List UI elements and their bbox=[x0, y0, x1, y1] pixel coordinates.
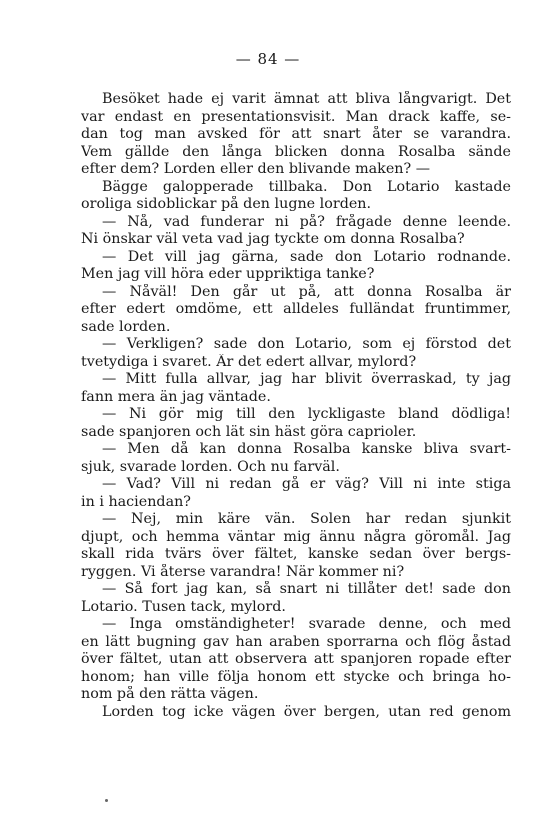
text-line: fann mera än jag väntade. bbox=[81, 388, 271, 405]
text-line: Ni önskar väl veta vad jag tyckte om donna Rosalba? bbox=[81, 231, 465, 247]
text-line: Vem gällde den långa blicken donna Rosalba sände bbox=[81, 143, 511, 160]
text-line: efter dem? Lorden eller den blivande maken? — bbox=[81, 161, 431, 177]
text-line: dan tog man avsked för att snart åter se varandra. bbox=[81, 126, 511, 142]
text-line: Besöket hade ej varit ämnat att bliva långvarigt. Det bbox=[102, 91, 511, 107]
page-number: — 84 — bbox=[235, 50, 301, 68]
text-line: sade lorden. bbox=[81, 318, 171, 335]
text-line: honom; han ville följa honom ett stycke och bringa ho- bbox=[81, 668, 511, 685]
text-line: oroliga sidoblickar på den lugne lorden. bbox=[81, 196, 372, 212]
text-line: Men jag vill höra eder uppriktiga tanke? bbox=[81, 266, 375, 282]
text-line: djupt, och hemma väntar mig ännu några göromål. Jag bbox=[81, 528, 511, 545]
text-line: Bägge galopperade tillbaka. Don Lotario kastade bbox=[102, 178, 511, 195]
text-line: Lotario. Tusen tack, mylord. bbox=[81, 598, 286, 615]
text-line: — Mitt fulla allvar, jag har blivit överraskad, ty jag bbox=[102, 371, 511, 387]
text-line: — Verkligen? sade don Lotario, som ej förstod det bbox=[102, 336, 511, 352]
text-line: — Nej, min käre vän. Solen har redan sjunkit bbox=[102, 511, 511, 527]
scan-speck bbox=[105, 799, 108, 802]
text-line: — Vad? Vill ni redan gå er väg? Vill ni inte stiga bbox=[102, 476, 511, 492]
text-line: sade spanjoren och lät sin häst göra caprioler. bbox=[81, 423, 417, 440]
text-line: en lätt bugning gav han araben sporrarna och flög åstad bbox=[81, 633, 511, 650]
text-line: — Nå, vad funderar ni på? frågade denne leende. bbox=[102, 213, 511, 230]
text-line: — Det vill jag gärna, sade don Lotario rodnande. bbox=[102, 248, 511, 265]
text-line: tvetydiga i svaret. Är det edert allvar, mylord? bbox=[81, 353, 417, 370]
text-line: efter edert omdöme, ett alldeles fulländat fruntimmer, bbox=[81, 301, 511, 317]
text-line: — Men då kan donna Rosalba kanske bliva svart- bbox=[102, 441, 511, 457]
text-line: var endast en presentationsvisit. Man drack kaffe, se- bbox=[81, 108, 511, 125]
text-line: nom på den rätta vägen. bbox=[81, 686, 259, 702]
text-line: skall rida tvärs över fältet, kanske sedan över bergs- bbox=[81, 546, 511, 562]
text-line: — Inga omständigheter! svarade denne, och med bbox=[102, 616, 511, 632]
text-line: ryggen. Vi återse varandra! När kommer ni? bbox=[81, 563, 405, 580]
text-line: — Ni gör mig till den lyckligaste bland dödliga! bbox=[102, 406, 511, 422]
text-line: sjuk, svarade lorden. Och nu farväl. bbox=[81, 458, 340, 475]
text-line: — Nåväl! Den går ut på, att donna Rosalba är bbox=[102, 283, 511, 300]
text-line: över fältet, utan att observera att spanjoren ropade efter bbox=[81, 651, 511, 667]
text-line: Lorden tog icke vägen över bergen, utan red genom bbox=[102, 703, 511, 720]
text-line: — Så fort jag kan, så snart ni tillåter det! sade don bbox=[102, 581, 511, 597]
text-line: in i haciendan? bbox=[81, 493, 191, 510]
body-text bbox=[81, 91, 511, 721]
